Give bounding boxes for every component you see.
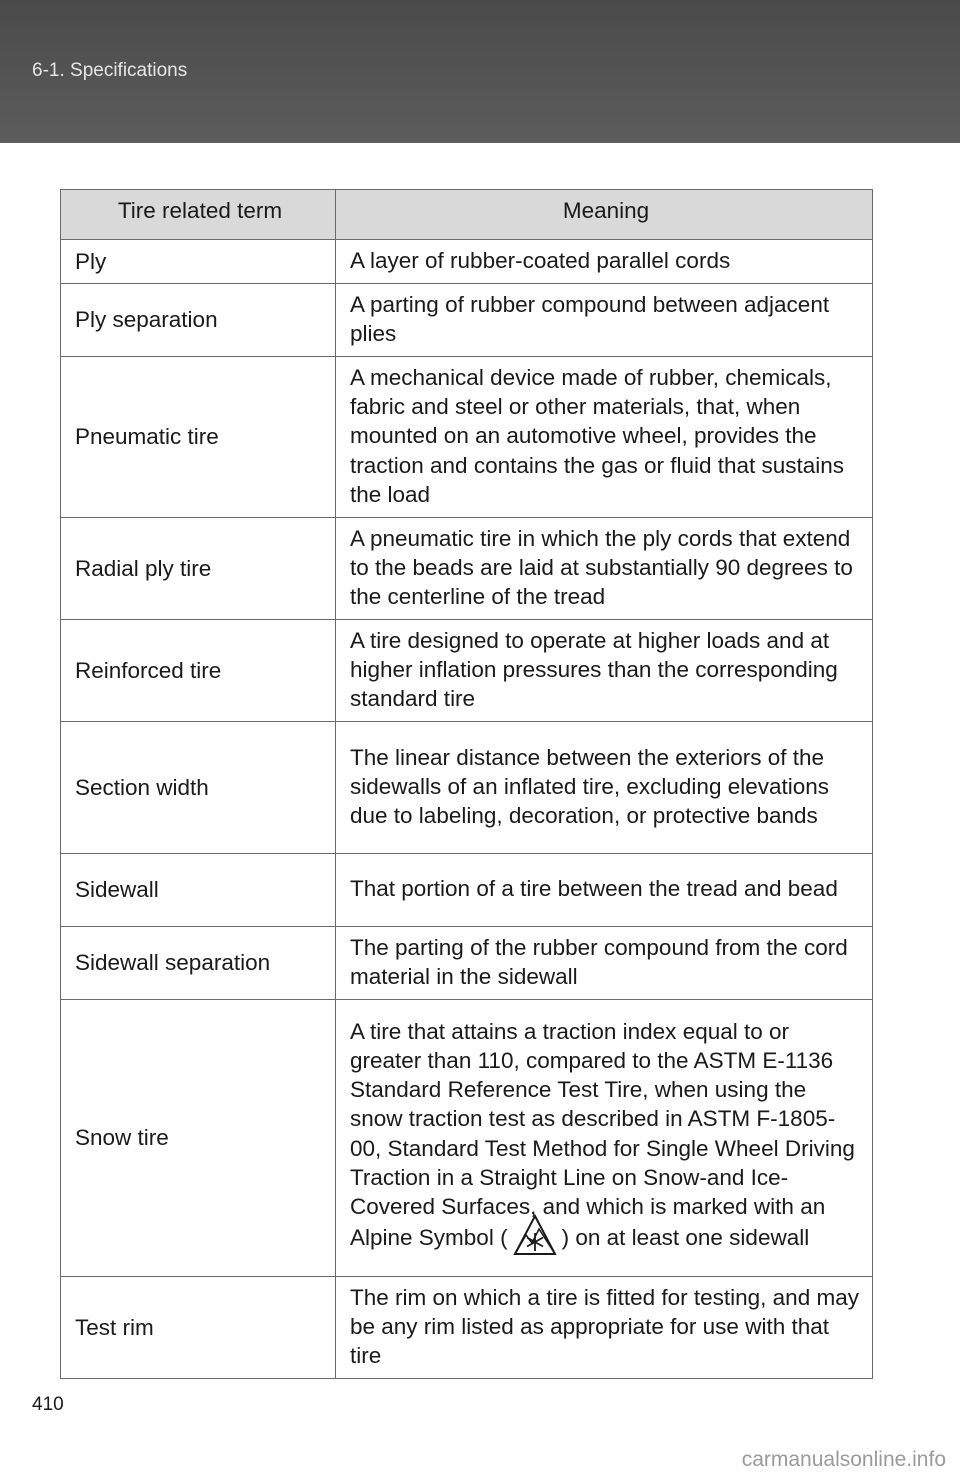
table-row (61, 357, 873, 518)
table-header-row (61, 190, 873, 240)
meaning-cell: A parting of rubber compound between adjacent plies (336, 284, 873, 357)
term-cell: Ply separation (61, 284, 336, 357)
meaning-cell: The linear distance between the exteriors of the sidewalls of an inflated tire, excluding elevations due to labeling, decoration, or protective bands (336, 722, 873, 854)
section-title: 6-1. Specifications (32, 60, 188, 81)
page-number: 410 (32, 1394, 64, 1415)
meaning-text-before-icon: A tire that attains a traction index equal to or greater than 110, compared to the ASTM E-1136 Standard Reference Test Tire, when using the snow traction test as described in ASTM F-1805-00, Standard Test Method for Single Wheel Driving Traction in a Straight Line on Snow-and Ice-Covered Surfaces, and which is marked with an Alpine Symbol ( (350, 1018, 855, 1251)
column-header-term: Tire related term (61, 190, 336, 240)
watermark: carmanualsonline.info (741, 1448, 946, 1471)
term-cell: Snow tire (61, 1000, 336, 1277)
meaning-text-after-icon: ) on at least one sidewall (561, 1225, 810, 1251)
meaning-cell: A pneumatic tire in which the ply cords that extend to the beads are laid at substantially 90 degrees to the centerline of the tread (336, 518, 873, 620)
meaning-cell: A layer of rubber-coated parallel cords (336, 240, 873, 284)
table-row (61, 240, 873, 284)
term-cell: Ply (61, 240, 336, 284)
alpine-symbol-icon (512, 1213, 558, 1257)
table-row (61, 927, 873, 1000)
meaning-cell: The rim on which a tire is fitted for testing, and may be any rim listed as appropriate for use with that tire (336, 1277, 873, 1379)
table-row (61, 722, 873, 854)
tire-terms-table (60, 189, 873, 1379)
meaning-cell (336, 1000, 873, 1277)
meaning-cell: That portion of a tire between the tread and bead (336, 854, 873, 927)
term-cell: Section width (61, 722, 336, 854)
meaning-cell: A mechanical device made of rubber, chemicals, fabric and steel or other materials, that, when mounted on an automotive wheel, provides the traction and contains the gas or fluid that sustains the load (336, 357, 873, 518)
table-row (61, 1277, 873, 1379)
term-cell: Sidewall separation (61, 927, 336, 1000)
term-cell: Reinforced tire (61, 620, 336, 722)
term-cell: Sidewall (61, 854, 336, 927)
table-row (61, 284, 873, 357)
column-header-meaning: Meaning (336, 190, 873, 240)
page-header (0, 0, 960, 143)
table-row (61, 620, 873, 722)
meaning-cell: A tire designed to operate at higher loads and at higher inflation pressures than the corresponding standard tire (336, 620, 873, 722)
meaning-cell: The parting of the rubber compound from the cord material in the sidewall (336, 927, 873, 1000)
table-row (61, 1000, 873, 1277)
term-cell: Test rim (61, 1277, 336, 1379)
table-row (61, 518, 873, 620)
term-cell: Pneumatic tire (61, 357, 336, 518)
term-cell: Radial ply tire (61, 518, 336, 620)
table-row (61, 854, 873, 927)
